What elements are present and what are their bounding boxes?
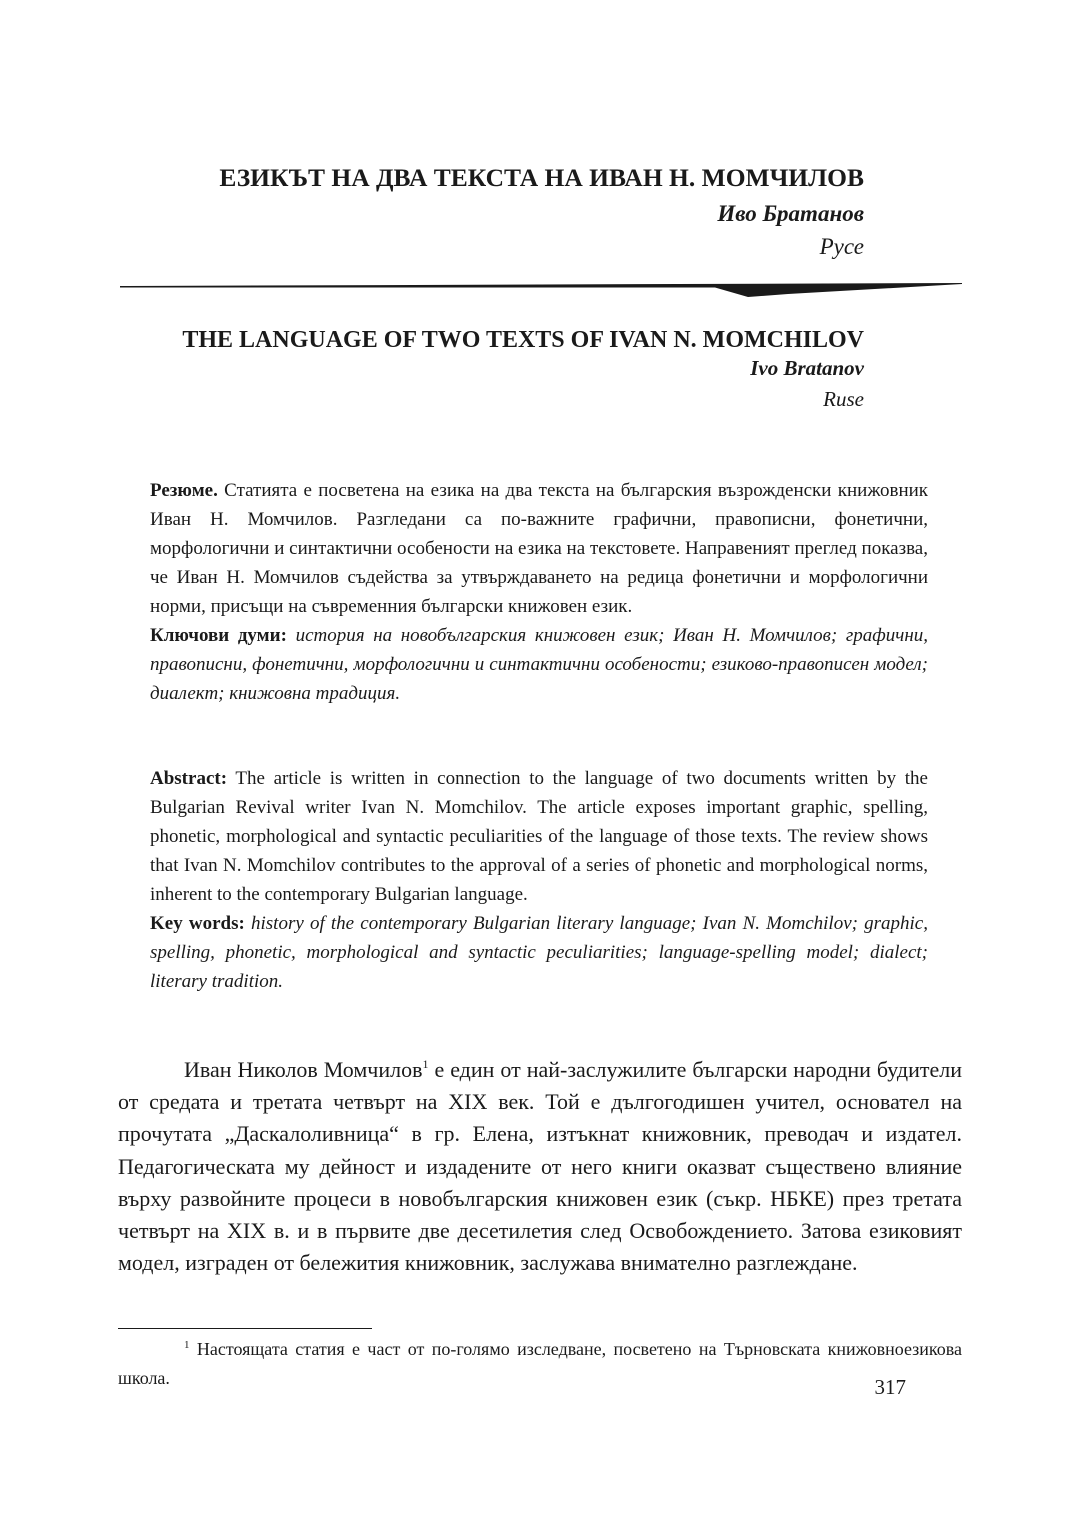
keywords-bulgarian: история на новобългарския книжовен език; Иван Н. Момчилов; графични, правописни, фонетични, морфологични и синтактични особености; езиково-правописен модел; диалект; книжовна традиция. [150, 625, 929, 704]
summary-bulgarian [150, 476, 928, 708]
keywords-english: history of the contemporary Bulgarian literary language; Ivan N. Momchilov; graphic, spelling, phonetic, morphological and syntactic peculiarities; language-spelling model; dialect; literary tradition. [150, 913, 928, 992]
summary-paragraph [150, 476, 928, 621]
keywords-paragraph-english [150, 909, 928, 996]
keywords-paragraph-bulgarian [150, 621, 928, 708]
body-lead-name: Иван Николов Момчилов [184, 1057, 423, 1082]
divider-wedge [120, 283, 962, 297]
footnote-separator [118, 1328, 372, 1329]
footnote [118, 1335, 962, 1393]
author-name-english: Ivo Bratanov [750, 356, 864, 380]
author-name-bulgarian: Иво Братанов [717, 201, 864, 226]
summary-label: Резюме. [150, 480, 218, 501]
abstract-paragraph [150, 764, 928, 909]
abstract-label: Abstract: [150, 768, 228, 789]
body-paragraph [118, 1054, 962, 1279]
article-title-english: THE LANGUAGE OF TWO TEXTS OF IVAN N. MOMCHILOV [182, 327, 864, 353]
article-title-bulgarian: ЕЗИКЪТ НА ДВА ТЕКСТА НА ИВАН Н. МОМЧИЛОВ [219, 163, 864, 192]
body-text: е един от най-заслужилите български народни будители от средата и третата четвърт на XIX век. Той е дългогодишен учител, основател на прочутата „Даскалоливница“ в гр. Елена, изтъкнат книжовник, преводач и издател. Педагогическата му дейност и издадените от него книги оказват съществено влияние върху развойните процеси в новобългарския книжовен език (съкр. НБКЕ) през третата четвърт на XIX в. и в първите две десетилетия след Освобождението. Затова езиковият модел, изграден от бележития книжовник, заслужава внимателно разглеждане. [118, 1057, 962, 1276]
summary-text: Статията е посветена на езика на два текста на българския възрожденски книжовник Иван Н. Момчилов. Разгледани са по-важните графични, правописни, фонетични, морфологични и синтактични особености на езика на текстовете. Направеният преглед показва, че Иван Н. Момчилов съдейства за утвърждаването на редица фонетични и морфологични норми, присъщи на съвременния български книжовен език. [150, 480, 929, 617]
abstract-text: The article is written in connection to the language of two documents written by the Bulgarian Revival writer Ivan N. Momchilov. The article exposes important graphic, spelling, phonetic, morphological and syntactic peculiarities of the language of those texts. The review shows that Ivan N. Momchilov contributes to the approval of a series of phonetic and morphological norms, inherent to the contemporary Bulgarian language. [150, 768, 928, 905]
author-city-english: Ruse [823, 387, 864, 411]
author-city-bulgarian: Русе [819, 234, 864, 259]
footnote-reference[interactable]: 1 [422, 1057, 429, 1071]
footnote-number: 1 [184, 1339, 190, 1351]
keywords-label-english: Key words: [150, 913, 245, 934]
decorative-divider [120, 278, 962, 300]
abstract-english [150, 764, 928, 996]
page-number: 317 [874, 1375, 906, 1399]
keywords-label-bulgarian: Ключови думи: [150, 625, 287, 646]
footnote-text: Настоящата статия е част от по-голямо изследване, посветено на Търновската книжовноезикова школа. [118, 1339, 962, 1388]
